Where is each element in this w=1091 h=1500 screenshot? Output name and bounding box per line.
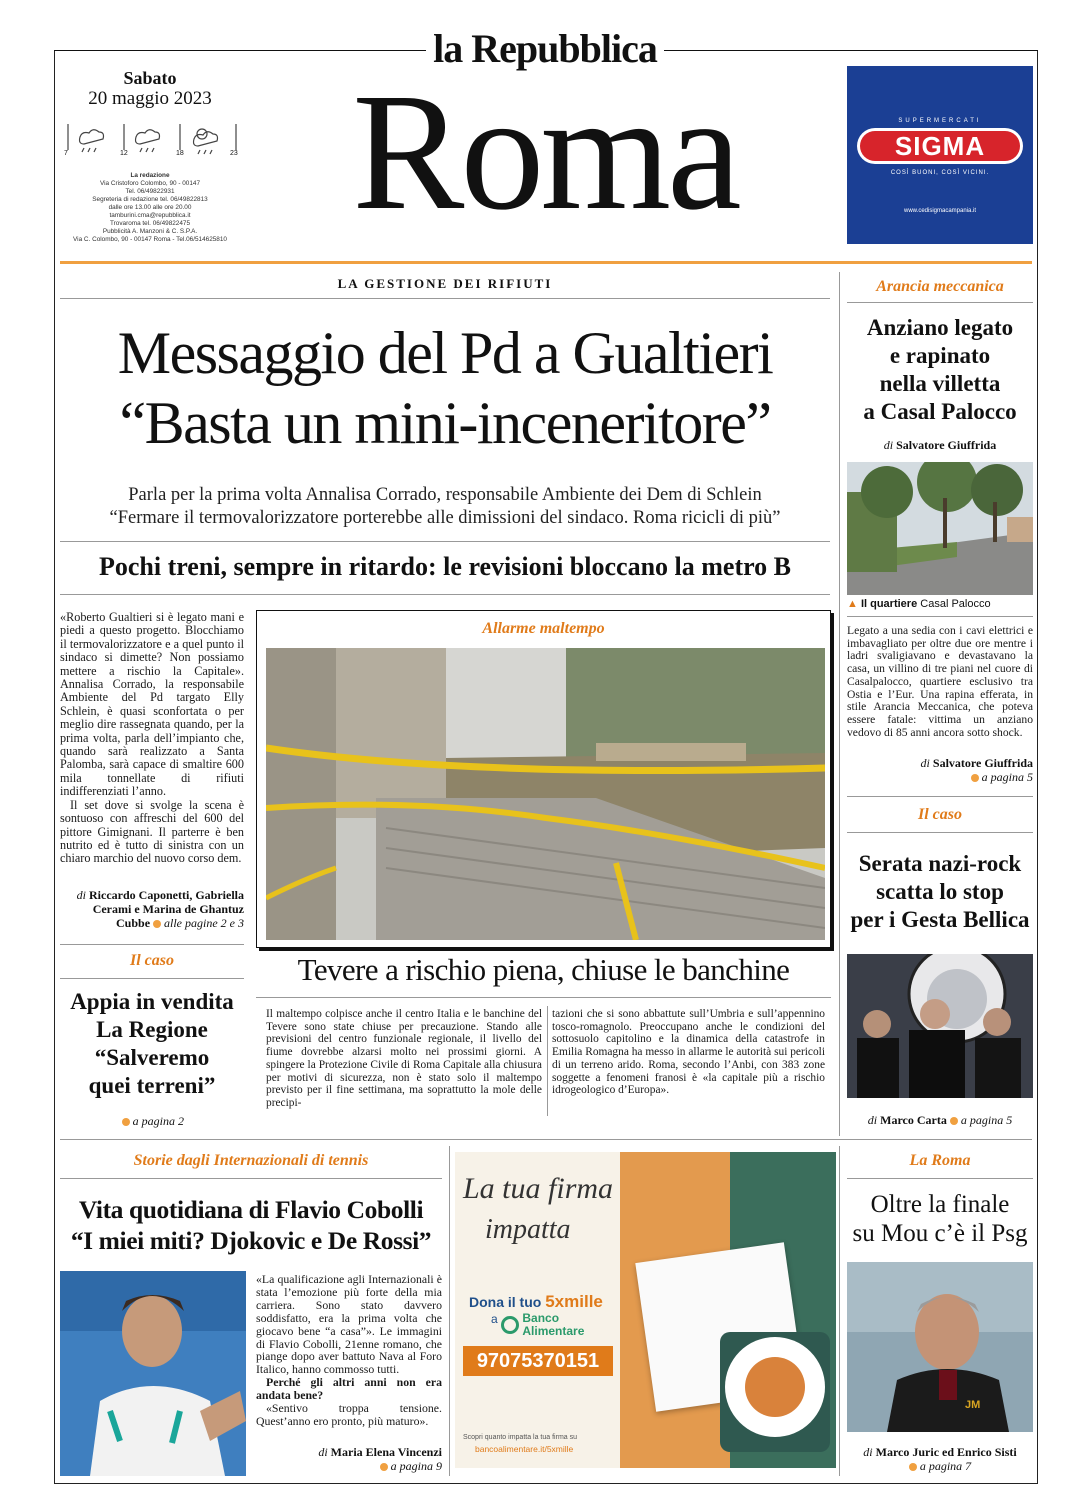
palocco-kicker: Arancia meccanica — [876, 278, 1004, 295]
cobolli-body — [256, 1273, 442, 1428]
lead-pages[interactable]: alle pagine 2 e 3 — [164, 916, 244, 930]
nazirock-photo-svg — [847, 954, 1033, 1098]
mou-kicker: La Roma — [909, 1152, 971, 1169]
caption-triangle: ▲ — [847, 598, 858, 610]
palocco-caption-bold: Il quartiere — [860, 598, 918, 610]
cobolli-question: Perché gli altri anni non era andata bene? — [256, 1375, 442, 1403]
nazirock-top-rule — [847, 796, 1033, 797]
mou-headline-line-2: su Mou c’è il Psg — [852, 1220, 1028, 1247]
tevere-col-divider — [547, 1006, 548, 1116]
banco-ad-a: a — [491, 1312, 498, 1326]
weather-icons — [62, 122, 242, 162]
cobolli-kicker: Storie dagli Internazionali di tennis — [133, 1152, 369, 1169]
palocco-kicker-rule — [847, 302, 1033, 303]
svg-text:JM: JM — [965, 1399, 981, 1411]
mou-headline-line-1: Oltre la finale — [870, 1191, 1010, 1218]
sigma-top-label: SUPERMERCATI — [898, 118, 982, 124]
mou-byline — [847, 1445, 1033, 1473]
cobolli-headline[interactable] — [56, 1194, 446, 1256]
masthead-date: 20 maggio 2023 — [88, 88, 212, 109]
lead-headline[interactable] — [60, 318, 830, 458]
sigma-brand: SIGMA — [894, 131, 986, 161]
palocco-body: Legato a una sedia con i cavi elettrici e imbavagliato per oltre due ore mentre i ladri svaligiavano e devastavano la casa, un villino di tre piani nel cuore di Casalpalocco, quartiere esclusivo tra Ostia e l’Eur. Una rapina efferata, in stile Arancia Meccanica, che poteva essere fatale: vittima un anziano vedovo di 85 anni ancora sotto shock. — [847, 624, 1033, 739]
nazirock-page[interactable]: a pagina 5 — [960, 1113, 1013, 1127]
tevere-headline[interactable]: Tevere a rischio piena, chiuse le banchine — [297, 952, 790, 987]
banco-ad-banco: Banco — [522, 1311, 560, 1325]
banco-ad-dona-text: Dona il tuo — [469, 1294, 542, 1310]
appia-line: Appia in vendita — [70, 989, 234, 1014]
redazione-block — [60, 172, 240, 244]
palocco-caption-text: Casal Palocco — [920, 598, 991, 610]
cobolli-kicker-rule — [60, 1178, 442, 1179]
appia-line: “Salveremo — [94, 1045, 210, 1070]
palocco-line: a Casal Palocco — [863, 399, 1017, 424]
palocco-byline2-di: di — [920, 756, 930, 770]
nazirock-line: Serata nazi-rock — [858, 851, 1022, 876]
page-ref-dot — [122, 1118, 130, 1126]
page-ref-dot — [380, 1463, 388, 1471]
bottom-band-rule — [60, 1139, 1032, 1140]
tevere-headline-rule — [256, 997, 831, 998]
palocco-caption-rule — [847, 616, 1033, 617]
banco-ad-code: 97075370151 — [463, 1346, 613, 1376]
mou-byline-name: Marco Juric ed Enrico Sisti — [875, 1445, 1017, 1459]
nazirock-byline-di: di — [867, 1113, 878, 1127]
redazione-line: dalle ore 13.00 alle ore 20.00 — [108, 204, 192, 211]
lead-sub-line-2: “Fermare il termovalorizzatore porterebbe alle dimissioni del sindaco. Roma ricicli di più” — [109, 508, 781, 528]
sigma-tagline: COSÌ BUONI, COSÌ VICINI. — [890, 170, 990, 176]
palocco-line: Anziano legato — [866, 315, 1014, 340]
tevere-photo[interactable] — [266, 648, 825, 940]
redazione-line: Trovaroma tel. 06/49822475 — [109, 220, 191, 227]
banco-ad-five: 5xmille — [545, 1292, 603, 1311]
nazirock-byline-name: Marco Carta — [880, 1113, 947, 1127]
palocco-headline[interactable] — [847, 314, 1033, 426]
tevere-col-1: Il maltempo colpisce anche il centro Italia e le banchine del Tevere sono state chiuse per precauzione. Stando alle previsioni del centro funzionale regionale, il livello del fiume dovrebbe alzarsi molto nei prossimi giorni. A spingere la Protezione Civile di Roma Capitale alla chiusura per motivi di sicurezza, non è stato solo il maltempo previsto per il fine settimana, ma soprattutto la mole delle precipi- — [266, 1008, 542, 1109]
appia-kicker: Il caso — [130, 952, 174, 969]
weather-strip — [62, 122, 242, 162]
metro-headline[interactable]: Pochi treni, sempre in ritardo: le revisioni bloccano la metro B — [98, 552, 792, 581]
masthead-day: Sabato — [123, 68, 177, 88]
palocco-line: e rapinato — [889, 343, 991, 368]
palocco-page[interactable]: a pagina 5 — [981, 770, 1033, 784]
edition-title: Roma — [352, 59, 738, 245]
lead-kicker: LA GESTIONE DEI RIFIUTI — [337, 276, 553, 291]
nazirock-kicker-rule — [847, 832, 1033, 833]
appia-page-ref[interactable] — [60, 1114, 184, 1129]
appia-kicker-rule — [60, 978, 244, 979]
mou-byline-di: di — [863, 1445, 873, 1459]
tevere-kicker: Allarme maltempo — [482, 620, 605, 637]
temp-4: 23 — [230, 150, 238, 157]
cobolli-photo-svg — [60, 1271, 246, 1476]
second-headline-rule — [60, 541, 830, 542]
nazirock-kicker: Il caso — [918, 806, 962, 823]
banco-ad-logo-mark — [501, 1316, 519, 1334]
sigma-logo — [857, 128, 1023, 164]
sigma-url: www.cedisigmacampania.it — [903, 208, 977, 214]
tevere-col-2: tazioni che si sono abbattute sull’Umbria e sull’appennino tosco-romagnolo. Preoccupano anche le condizioni del sottosuolo capitolino e la dinamica della catastrofe in Emilia Romagna ha messo in allarme le autorità sui pericoli di un terreno arido. Roma, secondo l’Anbi, con 383 zone soggette a fenomeni franosi è «la capitale più a rischio idrogeologico d’Europa». — [552, 1008, 825, 1097]
palocco-caption — [847, 598, 1033, 610]
lead-headline-line-2: “Basta un mini-inceneritore” — [119, 390, 771, 456]
cobolli-byline-di: di — [318, 1445, 328, 1459]
right-col-divider — [839, 272, 840, 1136]
sigma-ad[interactable] — [847, 66, 1033, 244]
banco-ad-logo-text — [522, 1312, 584, 1338]
cobolli-byline — [256, 1445, 442, 1473]
bottom-divider-2 — [839, 1146, 840, 1476]
cobolli-byline-name: Maria Elena Vincenzi — [330, 1445, 442, 1459]
bottom-divider-1 — [449, 1146, 450, 1476]
temp-3: 18 — [176, 150, 184, 157]
page-ref-dot — [909, 1463, 917, 1471]
lead-byline — [60, 888, 244, 930]
cobolli-headline-line-2: “I miei miti? Djokovic e De Rossi” — [70, 1226, 432, 1255]
banco-ad-url: bancoalimentare.it/5xmille — [475, 1444, 574, 1454]
banco-ad-pasta — [745, 1357, 805, 1417]
redazione-line: tamburini.cma@repubblica.it — [109, 212, 191, 219]
banco-ad[interactable] — [455, 1152, 836, 1468]
frame-top-left — [54, 50, 426, 51]
banco-ad-logo — [491, 1312, 631, 1338]
temp-2: 12 — [120, 150, 128, 157]
cobolli-page[interactable]: a pagina 9 — [390, 1459, 442, 1473]
banco-ad-alimentare: Alimentare — [522, 1324, 585, 1338]
frame-top-right — [664, 50, 1038, 51]
page-ref-dot — [950, 1117, 958, 1125]
page-ref-dot — [153, 920, 161, 928]
banco-ad-script-1: La tua firma — [463, 1172, 614, 1205]
mou-headline[interactable] — [847, 1190, 1033, 1248]
lead-body-p2: Il set dove si svolge la scena è sontuoso con affreschi del 600 del pittore Gimignani. Il parterre è ben nutrito ed è tutto di sinistra con un chiaro marchio del nuovo corso dem. — [60, 797, 244, 866]
palocco-byline2-name: Salvatore Giuffrida — [932, 756, 1033, 770]
cobolli-answer: «Sentivo troppa tensione. Quest’anno ero pronto, più maturo». — [256, 1401, 442, 1428]
nazirock-line: per i Gesta Bellica — [850, 907, 1030, 932]
lead-kicker-rule — [60, 298, 830, 299]
second-headline-bottom-rule — [60, 594, 830, 595]
temp-1: 7 — [64, 150, 68, 157]
palocco-byline — [847, 438, 1033, 453]
mou-kicker-rule — [847, 1178, 1033, 1179]
cobolli-headline-line-1: Vita quotidiana di Flavio Cobolli — [78, 1195, 424, 1224]
lead-byline-names: Riccardo Caponetti, Gabriella Cerami e Marina de Ghantuz Cubbe — [89, 888, 244, 930]
lead-headline-line-1: Messaggio del Pd a Gualtieri — [117, 320, 773, 386]
palocco-byline-name: Salvatore Giuffrida — [896, 438, 997, 452]
mou-photo[interactable] — [847, 1262, 1033, 1432]
lead-body — [60, 611, 244, 866]
redazione-line: Via Cristoforo Colombo, 90 - 00147 — [99, 180, 201, 187]
banco-ad-dona — [469, 1292, 629, 1312]
palocco-photo[interactable] — [847, 462, 1033, 595]
banco-ad-script-2: impatta — [485, 1214, 571, 1245]
page-ref-dot — [971, 774, 979, 782]
appia-line: quei terreni” — [88, 1073, 216, 1098]
appia-page: a pagina 2 — [132, 1114, 184, 1128]
nazirock-line: scatta lo stop — [876, 879, 1004, 904]
redazione-title: La redazione — [130, 172, 170, 179]
masthead-orange-rule — [60, 261, 1032, 264]
appia-top-rule — [60, 944, 244, 945]
cobolli-body-p1: «La qualificazione agli Internazionali è stata l’emozione più forte della mia carriera. Sono stato davvero soddisfatto, era la prima volta che giocavo bene “a casa”». Le immagini di Flavio Cobolli, 21enne romano, che piange dopo aver battuto Nava al Foro Italico, hanno commosso tutti. — [256, 1272, 442, 1377]
mou-photo-svg — [847, 1262, 1033, 1432]
palocco-byline-di: di — [883, 438, 894, 452]
redazione-line: Pubblicità A. Manzoni & C. S.P.A. — [102, 228, 198, 235]
banco-ad-scopri: Scopri quanto impatta la tua firma su — [463, 1434, 578, 1441]
nazirock-photo[interactable] — [847, 954, 1033, 1098]
paper-name[interactable]: la Repubblica — [433, 26, 657, 71]
mou-page[interactable]: a pagina 7 — [919, 1459, 972, 1473]
lead-sub-line-1: Parla per la prima volta Annalisa Corrado, responsabile Ambiente dei Dem di Schlein — [128, 485, 762, 505]
palocco-byline-2 — [847, 756, 1033, 784]
redazione-line: Via C. Colombo, 90 - 00147 Roma - Tel.06/514625810 — [73, 236, 227, 243]
lead-subheadline — [60, 484, 830, 530]
lead-byline-di: di — [76, 888, 87, 902]
redazione-line: Tel. 06/49822931 — [125, 188, 175, 195]
cobolli-photo[interactable] — [60, 1271, 246, 1476]
appia-line: La Regione — [96, 1017, 208, 1042]
lead-body-p1: «Roberto Gualtieri si è legato mani e piedi a questo progetto. Blocchiamo il termovalorizzatore e a quel punto il sindaco si dimette? Non possiamo mettere a rischio la Capitale». Annalisa Corrado, la responsabile Ambiente del Pd targato Elly Schlein, è quasi sconfortata o per meglio dire rassegnata quando, per la prima volta, parla dell’impianto che, quando sarà realizzato a Santa Palomba, sarà capace di smaltire 600 mila tonnellate di rifiuti indifferenziati l’anno. — [60, 610, 244, 799]
palocco-line: nella villetta — [879, 371, 1001, 396]
appia-headline[interactable] — [60, 988, 244, 1100]
redazione-line: Segreteria di redazione tel. 06/49822813 — [92, 196, 208, 203]
nazirock-headline[interactable] — [847, 850, 1033, 934]
nazirock-byline — [847, 1113, 1033, 1128]
tevere-photo-svg — [266, 648, 825, 940]
palocco-photo-svg — [847, 462, 1033, 595]
